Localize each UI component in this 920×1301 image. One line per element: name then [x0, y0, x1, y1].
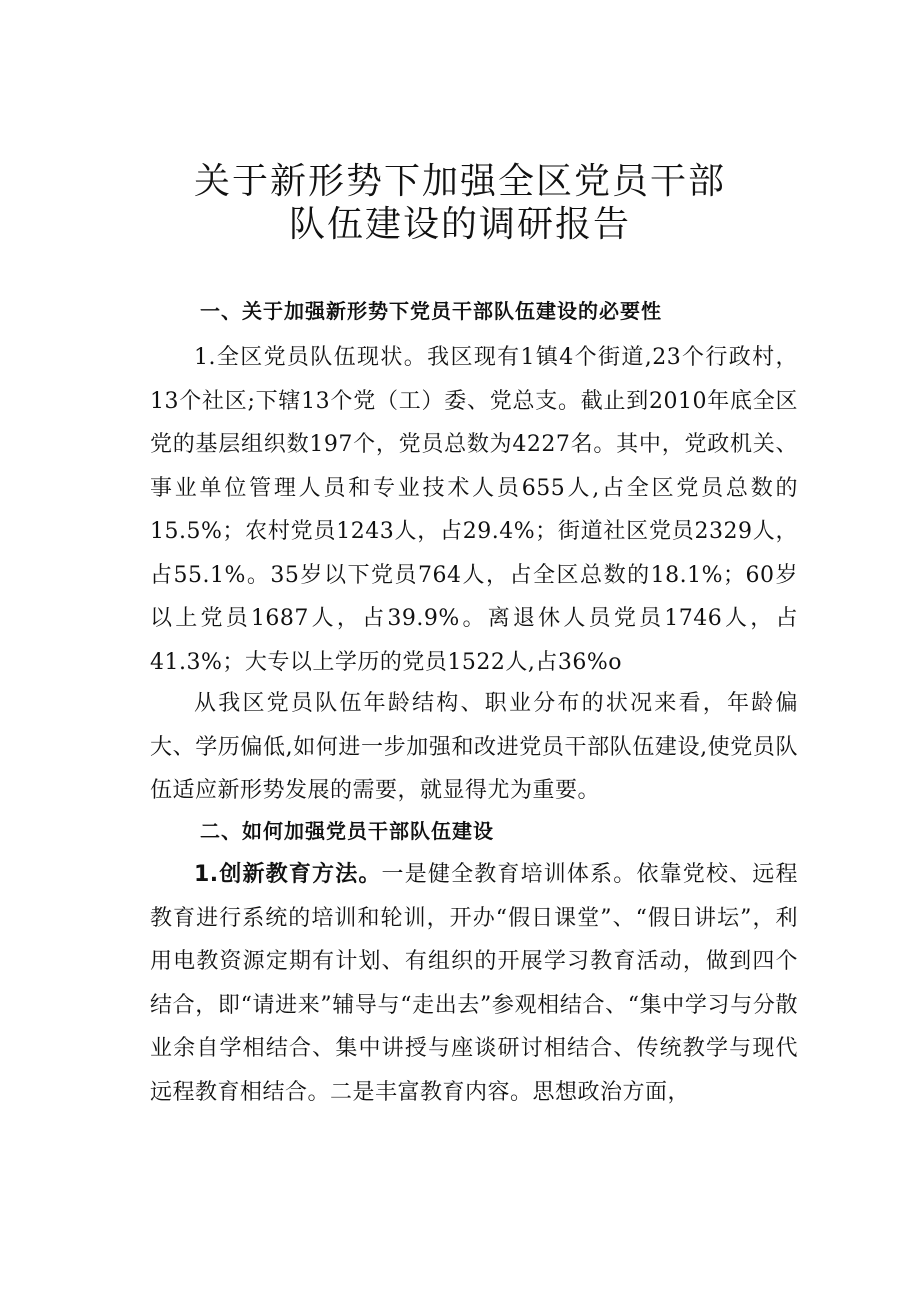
section-2-heading: 二、如何加强党员干部队伍建设 [200, 819, 494, 843]
document-title-line-2: 队伍建设的调研报告 [288, 204, 631, 245]
document-title-line-1: 关于新形势下加强全区党员干部 [193, 161, 726, 202]
section-1-heading: 一、关于加强新形势下党员干部队伍建设的必要性 [200, 299, 662, 323]
paragraph-analysis: 从我区党员队伍年龄结构、职业分布的状况来看，年龄偏大、学历偏低,如何进一步加强和改进党员干部队伍建设,使党员队伍适应新形势发展的需要，就显得尤为重要。 [150, 691, 798, 803]
paragraph-party-status: 1.全区党员队伍现状。我区现有1镇4个街道,23个行政村，13个社区;下辖13个党（工）委、党总支。截止到2010年底全区党的基层组织数197个，党员总数为4227名。其中，党政机关、事业单位管理人员和专业技术人员655人,占全区党员总数的15.5%；农村党员1243人，占29.4%；街道社区党员2329人，占55.1%。35岁以下党员764人，占全区总数的18.1%；60岁以上党员1687人，占39.9%。离退休人员党员1746人，占41.3%；大专以上学历的党员1522人,占36%o [150, 345, 798, 675]
paragraph-body-text: 一是健全教育培训体系。依靠党校、远程教育进行系统的培训和轮训，开办“假日课堂”、“假日讲坛”，利用电教资源定期有计划、有组织的开展学习教育活动，做到四个结合，即“请进来”辅导与“走出去”参观相结合、“集中学习与分散业余自学相结合、集中讲授与座谈研讨相结合、传统教学与现代远程教育相结合。二是丰富教育内容。思想政治方面， [150, 862, 798, 1105]
paragraph-lead-title: 1.创新教育方法。 [194, 862, 382, 887]
paragraph-education-methods [150, 853, 798, 1114]
